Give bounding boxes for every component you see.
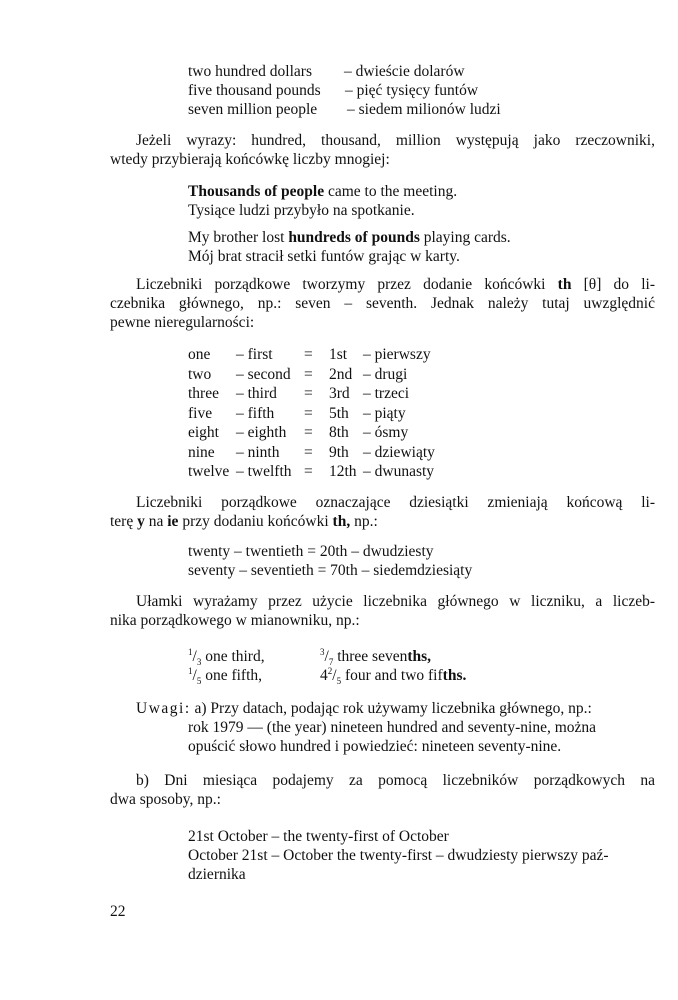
frac-2-num: 3 [320, 646, 325, 657]
para-fractions-line-2: nika porządkowego w mianowniku, np.: [110, 612, 360, 629]
ordinal-cell-cardinal: three [188, 385, 219, 402]
ordinal-cell-cardinal: eight [188, 424, 219, 441]
ordinal-cell-eq: = [304, 443, 313, 461]
notes-a-line-2: rok 1979 — (the year) nineteen hundred and seventy-nine, można [188, 719, 597, 736]
ordinal-cell-pl: – dziewiąty [363, 443, 435, 461]
frac-2-den: 7 [328, 657, 334, 668]
ordinal-cell-cardinal: twelve [188, 463, 230, 480]
ordinal-cell-short: 12th [329, 463, 357, 480]
example-plural-2 [188, 228, 511, 247]
ordinal-cell-ordinal: – first [236, 346, 273, 363]
ordinal-cell-pl: – pierwszy [363, 346, 431, 363]
ordinal-cell-pl: – ósmy [363, 424, 409, 441]
date-example-1: 21st October – the twenty-first of October [188, 828, 449, 845]
para-tens-bold-th: th, [332, 513, 351, 530]
frac-4-bold: ths. [442, 667, 467, 684]
para-plural-line-2: wtedy przybierają końcówkę liczby mnogiej: [110, 151, 390, 168]
ordinal-cell-cardinal: nine [188, 443, 215, 461]
ordinal-cell-ordinal: – fifth [236, 404, 275, 422]
ordinal-cell-cardinal: five [188, 404, 213, 422]
ordinal-cell-eq: = [304, 346, 313, 363]
numbers-en-2: five thousand pounds [188, 82, 321, 99]
ordinal-cell-eq: = [304, 404, 313, 422]
frac-4-num: 2 [327, 665, 333, 676]
ordinal-cell-pl: – dwunasty [363, 463, 435, 480]
numbers-pl-2: – pięć tysięcy funtów [345, 82, 479, 99]
para-tens-d: przy dodaniu końcówki [178, 513, 333, 530]
date-example-2: October 21st – October the twenty-first – dwudziesty pierwszy paź- [188, 847, 609, 864]
ordinal-cell-eq: = [304, 365, 313, 383]
date-example-3: dziernika [188, 866, 246, 883]
numbers-pl-3: – siedem milionów ludzi [347, 101, 501, 118]
frac-4-den: 5 [336, 676, 342, 687]
fraction-one-third: $^1/_3$ one third, [188, 646, 265, 668]
ordinal-cell-pl: – drugi [363, 365, 408, 383]
ordinal-cell-ordinal: – twelfth [236, 463, 292, 480]
para-tens-line-1: Liczebniki porządkowe oznaczające dziesiątki zmieniają końcową li- [136, 494, 655, 511]
example-plural-1-pl: Tysiące ludzi przybyło na spotkanie. [188, 202, 415, 219]
fraction-three-sevenths: $^3/_7$ three sevenths, [320, 646, 432, 668]
ordinal-cell-cardinal: two [188, 365, 212, 383]
frac-4-whole: 4 [320, 667, 328, 684]
para-fractions-line-1: Ułamki wyrażamy przez użycie liczebnika głównego w liczniku, a liczeb- [136, 593, 655, 610]
notes-b-line-2: dwa sposoby, np.: [110, 791, 221, 808]
numbers-en-3: seven million people [188, 101, 318, 118]
frac-3-num: 1 [188, 665, 193, 676]
para-ordinal-pre: Liczebniki porządkowe tworzymy przez dodanie końcówki [136, 276, 558, 293]
frac-3-text: one fifth, [201, 667, 263, 684]
ordinal-cell-short: 2nd [329, 365, 353, 383]
ordinal-cell-short: 8th [329, 424, 349, 441]
numbers-line-1 [188, 62, 465, 81]
ordinal-cell-pl: – piąty [363, 404, 406, 422]
para-tens-line-2 [110, 512, 378, 531]
notes-a-text-1: a) Przy datach, podając rok używamy liczebnika głównego, np.: [190, 700, 592, 717]
notes-label: Uwagi: [136, 700, 191, 717]
frac-2-bold: ths, [407, 648, 432, 665]
ordinal-cell-eq: = [304, 424, 313, 441]
para-tens-c: na [144, 513, 168, 530]
ordinal-cell-cardinal: one [188, 346, 211, 363]
para-ordinal-line-1 [136, 275, 655, 294]
frac-1-den: 3 [196, 657, 202, 668]
notes-a-line-1 [136, 699, 592, 718]
tens-example-1: twenty – twentieth = 20th – dwudziesty [188, 543, 434, 560]
notes-a-line-3: opuścić słowo hundred i powiedzieć: nineteen seventy-nine. [188, 738, 562, 755]
numbers-pl-1: – dwieście dolarów [344, 63, 465, 80]
ordinal-cell-eq: = [304, 463, 313, 480]
para-tens-a: terę [110, 513, 138, 530]
example-plural-2-post: playing cards. [419, 229, 511, 246]
example-plural-1-bold: Thousands of people [188, 183, 325, 200]
frac-1-num: 1 [188, 646, 193, 657]
para-tens-e: np.: [350, 513, 378, 530]
example-plural-2-pl: Mój brat stracił setki funtów grając w karty. [188, 248, 460, 265]
frac-1-text: one third, [201, 648, 265, 665]
para-ordinal-line-3: pewne nieregularności: [110, 314, 255, 331]
ordinal-cell-eq: = [304, 385, 313, 402]
fraction-one-fifth: $^1/_5$ one fifth, [188, 665, 263, 687]
ordinal-cell-ordinal: – third [236, 385, 277, 402]
notes-b-line-1: b) Dni miesiąca podajemy za pomocą liczebników porządkowych na [136, 772, 655, 789]
para-tens-bold-y: y [137, 513, 145, 530]
example-plural-2-bold: hundreds of pounds [288, 229, 420, 246]
ordinal-cell-ordinal: – second [236, 365, 291, 383]
para-ordinal-bold: th [557, 276, 572, 293]
ordinal-cell-ordinal: – eighth [236, 424, 287, 441]
frac-3-den: 5 [196, 676, 202, 687]
numbers-en-1: two hundred dollars [188, 63, 312, 80]
frac-2-text: three seven [333, 648, 408, 665]
numbers-line-2 [188, 81, 479, 100]
ordinal-cell-pl: – trzeci [363, 385, 410, 402]
ordinal-cell-short: 5th [329, 404, 349, 422]
example-plural-1 [188, 182, 457, 201]
ordinal-cell-short: 9th [329, 443, 349, 461]
ordinal-cell-short: 1st [329, 346, 348, 363]
fraction-four-two-fifths: $4^2/_5$ four and two fifths. [320, 665, 467, 687]
page-number: 22 [110, 903, 126, 920]
tens-example-2: seventy – seventieth = 70th – siedemdziesiąty [188, 562, 473, 579]
ordinal-cell-ordinal: – ninth [236, 443, 280, 461]
para-plural-line-1: Jeżeli wyrazy: hundred, thousand, million występują jako rzeczowniki, [136, 132, 655, 149]
para-tens-bold-ie: ie [167, 513, 179, 530]
ordinal-cell-short: 3rd [329, 385, 350, 402]
numbers-line-3 [188, 100, 501, 119]
example-plural-2-pre: My brother lost [188, 229, 289, 246]
example-plural-1-rest: came to the meeting. [324, 183, 458, 200]
para-ordinal-post: [θ] do li- [571, 276, 655, 293]
frac-4-text: four and two fif [341, 667, 443, 684]
para-ordinal-line-2: czebnika głównego, np.: seven – seventh. Jednak należy tutaj uwzględnić [110, 295, 655, 312]
